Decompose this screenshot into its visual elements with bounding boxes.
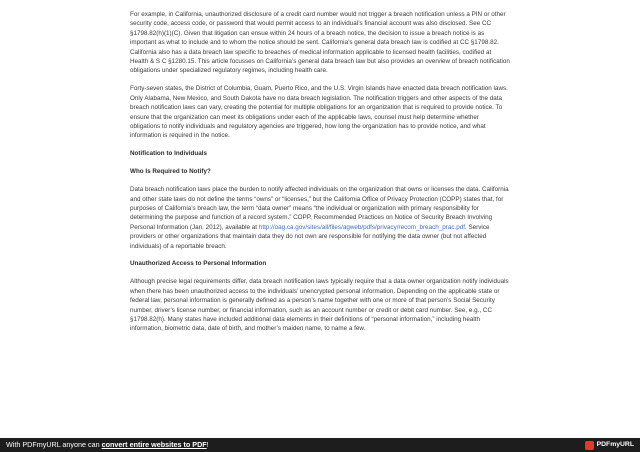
footer-message (6, 438, 209, 452)
brand-logo[interactable] (585, 438, 634, 452)
promo-footer-bar (0, 438, 640, 452)
paragraph-who-text-after: . Service providers or other organizations that maintain data they do not own are responsible for notifying the data owner (but not affected individuals) of a reportable breach. (130, 223, 490, 250)
copp-pdf-link[interactable]: http://oag.ca.gov/sites/all/files/agweb/pdfs/privacy/recom_breach_prac.pdf (258, 223, 465, 231)
paragraph-california-example: For example, in California, unauthorized disclosure of a credit card number would not trigger a breach notification unless a PIN or other security code, access code, or password that would permit access to an individual’s financial account was also disclosed. See CC §1798.82(h)(1)(C). Given that litigation can ensue within 24 hours of a breach notice, the decision to issue a breach notice is as important as what to include and to whom the notice should be sent. California’s general data breach law is codified at CC §1798.82. California also has a data breach law specific to breaches of medical information applicable to licensed health facilities, codified at Health & S C §1280.15. This article focusses on California’s general data breach law but also provides an overview of breach notification obligations under specialized regulatory regimes, including health care. (130, 11, 510, 75)
article-body (130, 10, 510, 342)
paragraph-state-laws: Forty-seven states, the District of Columbia, Guam, Puerto Rico, and the U.S. Virgin Islands have enacted data breach notification laws. Only Alabama, New Mexico, and South Dakota have no data breach legislation. The notification triggers and other aspects of the data breach notification laws can vary, creating the potential for multiple obligations for an organization that is required to provide notice. To ensure that the organization can meet its obligations under each of the applicable laws, counsel must help determine whether obligations to notify individuals and regulatory agencies are triggered, how long the organization has to provide notice, and what information is required in the notice. (130, 85, 508, 140)
pdfmyurl-logo-icon (585, 441, 594, 450)
paragraph-who-notifies (130, 185, 510, 251)
paragraph-unauthorized-access: Although precise legal requirements differ, data breach notification laws typically require that a data owner organization notify individuals when there has been unauthorized access to the individuals’ unencrypted personal information. Depending on the applicable state or federal law, personal information is generally defined as a person’s name together with one or more of that person’s Social Security number, driver’s license number, or financial information, such as an account number or credit or debit card number. See, e.g., CC §1798.82(h). Many states have included additional data elements in their definitions of “personal information,” including health information, biometric data, date of birth, and mother’s maiden name, to name a few. (130, 278, 509, 333)
heading-unauthorized-access: Unauthorized Access to Personal Information (130, 260, 267, 268)
heading-notification-to-individuals: Notification to Individuals (130, 150, 207, 158)
heading-who-is-required: Who Is Required to Notify? (130, 168, 211, 176)
footer-prefix: With PDFmyURL anyone can (6, 440, 102, 449)
brand-name: PDFmyURL (596, 441, 634, 448)
paragraph-who-text-before: Data breach notification laws place the burden to notify affected individuals on the organization that owns or licenses the data. California and other state laws do not define the terms “owns” or “licenses,” but the California Office of Privacy Protection (COPP) states that, for purposes of California’s breach law, the term “data owner” means “the individual or organization with primary responsibility for determining the purpose and function of a record system.” COPP, Recommended Practices on Notice of Security Breach Involving Personal Information (Jan. 2012), available at (130, 186, 509, 231)
convert-websites-link[interactable]: convert entire websites to PDF (101, 440, 207, 449)
footer-suffix: ! (206, 440, 209, 449)
